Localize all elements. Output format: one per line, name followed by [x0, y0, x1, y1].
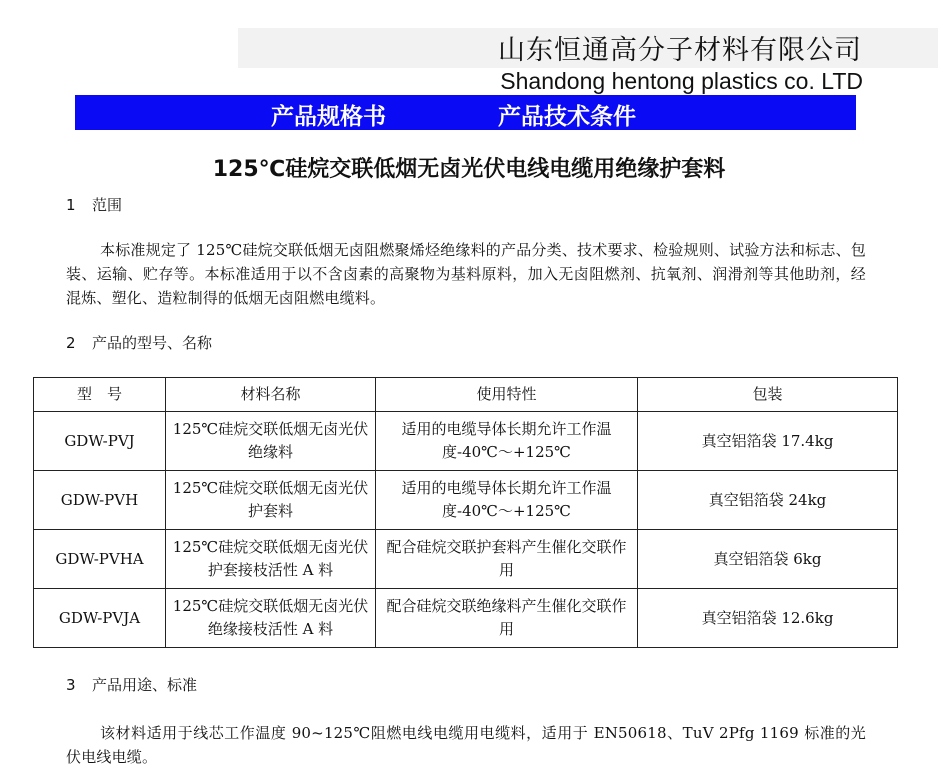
column-header-material-name: 材料名称: [166, 378, 376, 412]
cell-material-name: 125℃硅烷交联低烟无卤光伏绝缘料: [166, 412, 376, 471]
cell-packaging: 真空铝箔袋 24kg: [638, 471, 898, 530]
column-header-packaging: 包装: [638, 378, 898, 412]
cell-material-name: 125℃硅烷交联低烟无卤光伏绝缘接枝活性 A 料: [166, 589, 376, 648]
section-number: 3: [66, 676, 76, 694]
company-name-chinese: 山东恒通高分子材料有限公司: [498, 35, 862, 66]
cell-model: GDW-PVJ: [34, 412, 166, 471]
header-blue-bar: [75, 95, 856, 130]
table-row: [34, 530, 898, 589]
cell-usage: 配合硅烷交联绝缘料产生催化交联作用: [376, 589, 638, 648]
cell-usage: 配合硅烷交联护套料产生催化交联作用: [376, 530, 638, 589]
cell-model: GDW-PVH: [34, 471, 166, 530]
section-1-paragraph: 本标准规定了 125℃硅烷交联低烟无卤阻燃聚烯烃绝缘料的产品分类、技术要求、检验规则、试验方法和标志、包装、运输、贮存等。本标准适用于以不含卤素的高聚物为基料原料，加入无卤阻燃剂、抗氧剂、润滑剂等其他助剂，经混炼、塑化、造粒制得的低烟无卤阻燃电缆料。: [66, 241, 866, 307]
bar-label-spec-sheet: 产品规格书: [271, 104, 386, 130]
cell-packaging: 真空铝箔袋 12.6kg: [638, 589, 898, 648]
cell-material-name: 125℃硅烷交联低烟无卤光伏护套料: [166, 471, 376, 530]
document-title: 125℃硅烷交联低烟无卤光伏电线电缆用绝缘护套料: [212, 157, 726, 182]
cell-model: GDW-PVJA: [34, 589, 166, 648]
bar-label-tech-conditions: 产品技术条件: [498, 104, 636, 130]
section-2-heading: [66, 332, 212, 353]
cell-material-name: 125℃硅烷交联低烟无卤光伏护套接枝活性 A 料: [166, 530, 376, 589]
cell-model: GDW-PVHA: [34, 530, 166, 589]
column-header-model: 型 号: [34, 378, 166, 412]
section-title: 产品用途、标准: [92, 676, 198, 694]
table-row: [34, 589, 898, 648]
section-3-paragraph: 该材料适用于线芯工作温度 90~125℃阻燃电线电缆用电缆料，适用于 EN50618、TuV 2Pfg 1169 标准的光伏电线电缆。: [66, 724, 866, 766]
cell-packaging: 真空铝箔袋 6kg: [638, 530, 898, 589]
section-3-heading: [66, 674, 197, 695]
company-name-english: Shandong hentong plastics co. LTD: [500, 68, 863, 94]
section-number: 2: [66, 334, 76, 352]
section-title: 范围: [92, 196, 123, 214]
section-number: 1: [66, 196, 76, 214]
section-1-heading: [66, 194, 122, 215]
column-header-usage: 使用特性: [376, 378, 638, 412]
table-header-row: [34, 378, 898, 412]
product-spec-table: [33, 377, 898, 648]
table-row: [34, 471, 898, 530]
cell-usage: 适用的电缆导体长期允许工作温度-40℃～+125℃: [376, 471, 638, 530]
section-title: 产品的型号、名称: [92, 334, 213, 352]
cell-packaging: 真空铝箔袋 17.4kg: [638, 412, 898, 471]
cell-usage: 适用的电缆导体长期允许工作温度-40℃～+125℃: [376, 412, 638, 471]
table-row: [34, 412, 898, 471]
